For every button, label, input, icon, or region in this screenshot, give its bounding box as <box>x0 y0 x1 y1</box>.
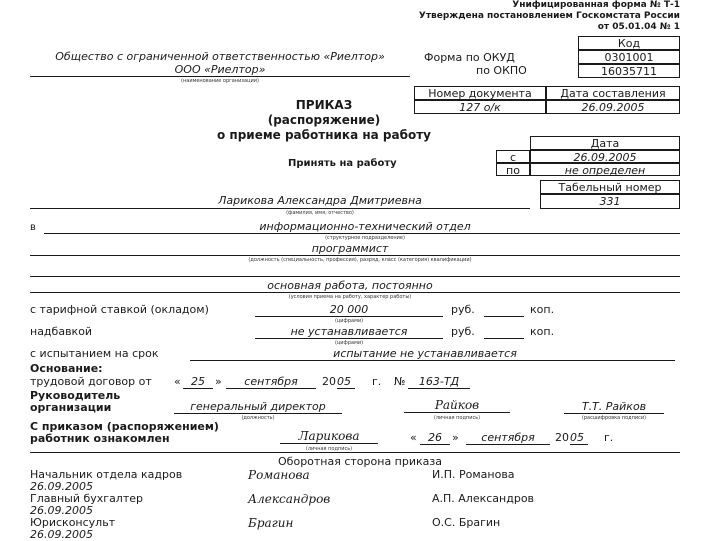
okpo-value-cell: 16035711 <box>578 64 680 78</box>
salary-caption: (цифрами) <box>334 318 364 324</box>
hire-to-value: не определен <box>530 163 680 176</box>
contract-quote-open: « <box>174 375 181 388</box>
salary-rub: руб. <box>451 303 475 316</box>
allowance-rub: руб. <box>451 325 475 338</box>
hire-to-label: по <box>496 163 530 176</box>
reverse-divider <box>30 452 680 453</box>
tab-number-value: 331 <box>540 194 680 209</box>
department-caption: (структурное подразделение) <box>325 235 405 241</box>
okpo-label: по ОКПО <box>476 64 527 77</box>
head-position-caption: (должность) <box>241 415 275 421</box>
contract-day: 25 <box>183 375 213 389</box>
contract-month: сентября <box>226 375 316 389</box>
reverse-date-1: 26.09.2005 <box>30 480 93 493</box>
head-signature-caption: (личная подпись) <box>433 415 481 421</box>
head-name-caption: (расшифровка подписи) <box>581 415 647 421</box>
acquaint-year: 05 <box>570 431 588 445</box>
conditions-value: основная работа, постоянно <box>267 279 433 292</box>
acquaint-day: 26 <box>420 431 450 445</box>
salary-label: с тарифной ставкой (окладом) <box>30 303 209 316</box>
contract-number: 163-ТД <box>408 375 470 389</box>
employee-underline <box>30 208 530 209</box>
acquaint-signature-caption: (личная подпись) <box>305 446 353 452</box>
allowance-kop: коп. <box>530 325 555 338</box>
acquaint-quote-open: « <box>410 431 417 444</box>
hire-date-header: Дата <box>530 136 680 150</box>
reverse-role-1: Начальник отдела кадров <box>30 468 183 481</box>
order-subject: о приеме работника на работу <box>216 128 431 142</box>
allowance-label: надбавкой <box>30 325 93 338</box>
acquaint-label-line2: работник ознакомлен <box>30 432 170 445</box>
hire-label: Принять на работу <box>288 158 397 169</box>
salary-value: 20 000 <box>255 303 443 317</box>
contract-label: трудовой договор от <box>30 375 152 388</box>
acquaint-year-prefix: 20 <box>555 431 569 444</box>
acquaint-signature: Ларикова <box>280 429 378 444</box>
okud-label: Форма по ОКУД <box>424 51 515 64</box>
acquaint-year-suffix: г. <box>604 431 614 444</box>
organization-name: Общество с ограниченной ответственностью «Риелтор» <box>55 50 385 63</box>
form-approval-date: от 05.01.04 № 1 <box>597 22 680 32</box>
probation-underline <box>190 360 675 361</box>
form-type-line: Унифицированная форма № Т-1 <box>512 0 680 10</box>
doc-date-value: 26.09.2005 <box>546 100 680 114</box>
form-approval-line: Утверждена постановлением Госкомстата России <box>418 11 680 21</box>
head-signature: Райков <box>404 398 510 413</box>
department-underline <box>44 233 680 234</box>
doc-number-value: 127 о/к <box>414 100 546 114</box>
position-underline-1 <box>30 255 680 256</box>
allowance-caption: (цифрами) <box>334 340 364 346</box>
organization-underline <box>30 76 410 77</box>
organization-short-name: ООО «Риелтор» <box>174 63 266 76</box>
head-label-line2: организации <box>30 401 112 414</box>
reverse-signature-3: Брагин <box>248 516 294 530</box>
head-label-line1: Руководитель <box>30 389 121 402</box>
department-value: информационно-технический отдел <box>259 220 471 233</box>
order-title: ПРИКАЗ <box>295 98 353 112</box>
reverse-signature-2: Александров <box>248 492 331 506</box>
basis-label: Основание: <box>30 362 103 375</box>
organization-caption: (наименование организации) <box>181 78 259 84</box>
position-value: программист <box>311 242 389 255</box>
tab-number-header: Табельный номер <box>540 180 680 194</box>
reverse-date-3: 26.09.2005 <box>30 528 93 541</box>
contract-quote-close: » <box>215 375 222 388</box>
allowance-value: не устанавливается <box>255 325 443 339</box>
position-underline-2 <box>30 276 680 277</box>
acquaint-quote-close: » <box>452 431 459 444</box>
contract-year-prefix: 20 <box>322 375 336 388</box>
allowance-kop-line <box>484 338 524 339</box>
codes-header-cell: Код <box>578 36 680 50</box>
contract-year-suffix: г. <box>372 375 382 388</box>
head-name: Т.Т. Райков <box>564 400 664 414</box>
reverse-name-2: А.П. Александров <box>432 492 535 505</box>
hire-from-label: с <box>496 150 530 163</box>
reverse-signature-1: Романова <box>248 468 310 482</box>
reverse-role-2: Главный бухгалтер <box>30 492 143 505</box>
contract-number-label: № <box>394 375 406 388</box>
acquaint-label-line1: С приказом (распоряжением) <box>30 420 219 433</box>
employee-name: Ларикова Александра Дмитриевна <box>218 194 422 207</box>
conditions-underline <box>30 292 680 293</box>
reverse-role-3: Юрисконсульт <box>30 516 116 529</box>
doc-date-header: Дата составления <box>546 86 680 100</box>
acquaint-month: сентября <box>466 431 550 445</box>
reverse-title: Оборотная сторона приказа <box>278 455 442 468</box>
head-position: генеральный директор <box>174 400 342 414</box>
reverse-name-3: О.С. Брагин <box>432 516 501 529</box>
conditions-caption: (условия приема на работу, характер работы) <box>288 294 412 300</box>
salary-kop-line <box>484 316 524 317</box>
department-prefix: в <box>30 222 36 233</box>
salary-kop: коп. <box>530 303 555 316</box>
employee-caption: (фамилия, имя, отчество) <box>286 210 354 216</box>
hire-from-value: 26.09.2005 <box>530 150 680 163</box>
reverse-date-2: 26.09.2005 <box>30 504 93 517</box>
reverse-name-1: И.П. Романова <box>432 468 515 481</box>
okud-value-cell: 0301001 <box>578 50 680 64</box>
doc-number-header: Номер документа <box>414 86 546 100</box>
probation-label: с испытанием на срок <box>30 347 159 360</box>
contract-year: 05 <box>337 375 355 389</box>
probation-value: испытание не устанавливается <box>333 347 517 360</box>
order-subtitle: (распоряжение) <box>267 113 381 127</box>
position-caption: (должность (специальность, профессия), разряд, класс (категория) квалификации) <box>248 257 472 263</box>
